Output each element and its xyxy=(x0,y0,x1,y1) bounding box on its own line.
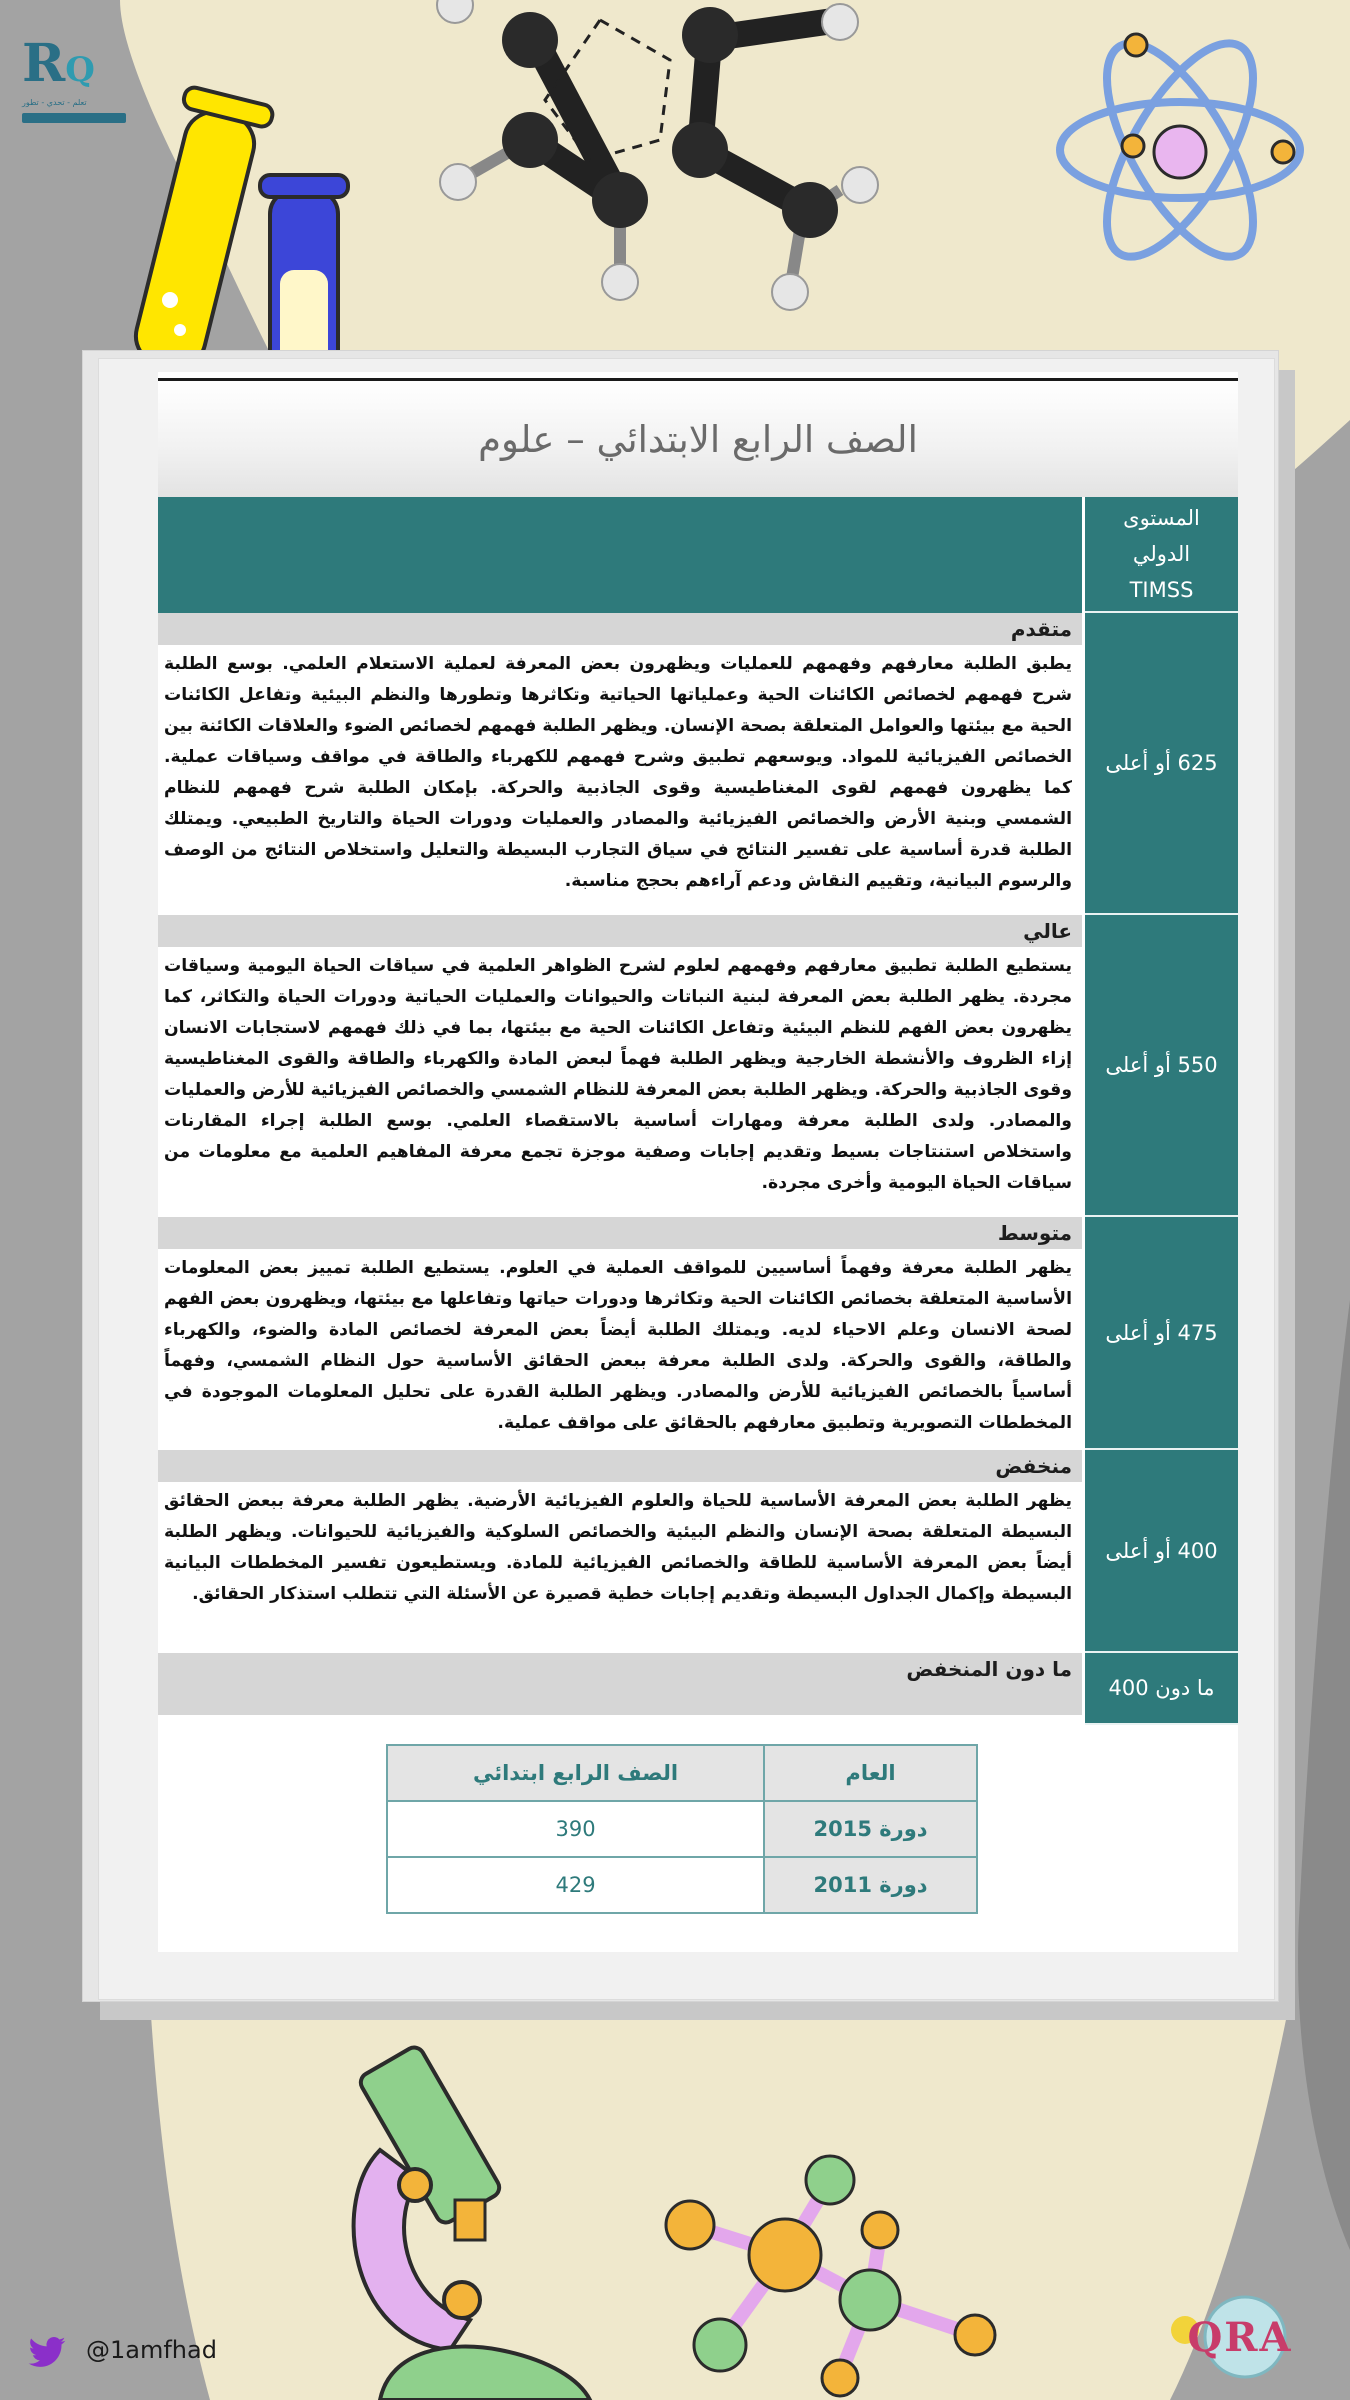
level-description: يظهر الطلبة معرفة وفهماً أساسيين للمواقف العملية في العلوم. يستطيع الطلبة تمييز بعض المعلومات الأساسية المتعلقة بخصائص الكائنات الحية وتكاثرها ودورات حياتها وتفاعلها مع بيئتها، ويظهرون بعض الفهم لصحة الانسان وعلم الاحياء لديه. ويمتلك الطلبة أيضاً بعض المعرفة لخصائص المادة والضوء، والكهرباء والطاقة، والقوى والحركة. ولدى الطلبة معرفة ببعض الحقائق الأساسية حول النظام الشمسي، وفهماً أساسياً بالخصائص الفيزيائية للأرض والمصادر. ويظهر الطلبة القدرة على تحليل المعلومات الموجودة في المخططات التصويرية وتطبيق معارفهم بالحقائق على مواقف عملية. xyxy=(164,1258,1072,1433)
header-line3: TIMSS xyxy=(1129,578,1194,602)
results-score: 429 xyxy=(387,1857,764,1913)
level-name: منخفض xyxy=(158,1450,1082,1482)
results-table xyxy=(386,1744,978,1914)
score-cell: 550 أو أعلى xyxy=(1085,915,1238,1217)
results-year: دورة 2015 xyxy=(764,1801,977,1857)
table-row xyxy=(158,915,1238,1217)
level-name: متقدم xyxy=(158,613,1082,645)
level-name: ما دون المنخفض xyxy=(158,1653,1082,1685)
header-line1: المستوى xyxy=(1123,506,1200,530)
footer-logo xyxy=(1165,2290,1315,2385)
brand-mark-sub: Q xyxy=(65,50,95,90)
document-sheet xyxy=(158,372,1238,1952)
twitter-handle[interactable]: @1amfhad xyxy=(86,2336,217,2364)
results-year: دورة 2011 xyxy=(764,1857,977,1913)
table-row xyxy=(158,1450,1238,1653)
results-header-year: العام xyxy=(764,1745,977,1801)
results-row xyxy=(387,1801,977,1857)
benchmarks-header-row xyxy=(158,497,1238,613)
level-description: يستطيع الطلبة تطبيق معارفهم وفهمهم لعلوم لشرح الظواهر العلمية في سياقات الحياة اليومية وسياقات مجردة. يظهر الطلبة بعض المعرفة لبنية النباتات والحيوانات والعمليات الحياتية ودورات الحياة والتكاثر، كما يظهرون بعض الفهم للنظم البيئية وتفاعل الكائنات الحية مع بيئتها، بما في ذلك فهمهم لاستجابات الانسان إزاء الظروف والأنشطة الخارجية ويظهر الطلبة فهماً لبعض المادة والكهرباء والطاقة والقوى المغناطيسية وقوى الجاذبية والحركة. ويظهر الطلبة بعض المعرفة للنظام الشمسي والخصائص الفيزيائية للأرض والعمليات والمصادر. ولدى الطلبة معرفة ومهارات أساسية بالاستقصاء العلمي. بوسع الطلبة إجراء المقارنات واستخلاص استنتاجات بسيط وتقديم إجابات وصفية موجزة تجمع معرفة المفاهيم العلمية مع معلومات من سياقات الحياة اليومية وأخرى مجردة. xyxy=(164,956,1072,1193)
twitter-icon[interactable] xyxy=(22,2333,72,2373)
dark-corner-shape xyxy=(1298,1300,1350,2250)
level-description: يظهر الطلبة بعض المعرفة الأساسية للحياة والعلوم الفيزيائية الأرضية. يظهر الطلبة معرفة ببعض الحقائق البسيطة المتعلقة بصحة الإنسان والنظم البيئية والخصائص السلوكية والفيزيائية للحيوانات. ويظهر الطلبة أيضاً بعض المعرفة الأساسية للطاقة والخصائص الفيزيائية للمادة. ويستطيعون تفسير المخططات البيانية البسيطة وإكمال الجداول البسيطة وتقديم إجابات خطية قصيرة عن الأسئلة التي تتطلب استذكار الحقائق. xyxy=(164,1491,1072,1604)
table-row xyxy=(158,1653,1238,1725)
top-rule xyxy=(158,378,1238,381)
score-cell: 475 أو أعلى xyxy=(1085,1217,1238,1450)
level-name: متوسط xyxy=(158,1217,1082,1249)
brand-bar xyxy=(22,113,126,123)
score-cell: 400 أو أعلى xyxy=(1085,1450,1238,1653)
header-fill xyxy=(158,497,1085,613)
results-header-grade: الصف الرابع ابتدائي xyxy=(387,1745,764,1801)
title-band xyxy=(158,382,1238,497)
results-header-row xyxy=(387,1745,977,1801)
benchmarks-table xyxy=(158,497,1238,1725)
level-name: عالي xyxy=(158,915,1082,947)
table-row xyxy=(158,613,1238,915)
footer-logo-text: QRA xyxy=(1187,2314,1293,2361)
level-description: يطبق الطلبة معارفهم وفهمهم للعمليات ويظهرون بعض المعرفة لعملية الاستعلام العلمي. بوسع الطلبة شرح فهمهم لخصائص الكائنات الحية وعملياتها الحياتية وتكاثرها وتطورها والنظم البيئية وتفاعل الكائنات الحية مع بيئتها والعوامل المتعلقة بصحة الإنسان. ويظهر الطلبة فهمهم لخصائص الضوء والعلاقات الكائنة بين الخصائص الفيزيائية للمواد. ويوسعهم تطبيق وشرح فهمهم للكهرباء والطاقة في مواقف وسياقات عملية. كما يظهرون فهمهم لقوى المغناطيسية وقوى الجاذبية والحركة. بإمكان الطلبة شرح فهمهم للنظام الشمسي وبنية الأرض والخصائص الفيزيائية والمصادر والعمليات ودورات الحياة والتاريخ الطبيعي. ويمتلك الطلبة قدرة أساسية على تفسير النتائج في سياق التجارب البسيطة والتعليل واستخلاص النتائج من الوصف والرسوم البيانية، وتقييم النقاش ودعم آراءهم بحجج مناسبة. xyxy=(164,654,1072,891)
brand-logo xyxy=(22,33,126,128)
header-level-cell xyxy=(1085,497,1238,613)
results-score: 390 xyxy=(387,1801,764,1857)
page-title: الصف الرابع الابتدائي – علوم xyxy=(478,418,918,461)
brand-caption: تعلم - تحدي - تطور xyxy=(22,98,87,107)
brand-mark-main: R xyxy=(22,33,66,94)
score-cell: 625 أو أعلى xyxy=(1085,613,1238,915)
header-line2: الدولي xyxy=(1132,542,1191,566)
table-row xyxy=(158,1217,1238,1450)
score-cell: ما دون 400 xyxy=(1085,1653,1238,1725)
level-filler xyxy=(158,1685,1082,1715)
results-row xyxy=(387,1857,977,1913)
